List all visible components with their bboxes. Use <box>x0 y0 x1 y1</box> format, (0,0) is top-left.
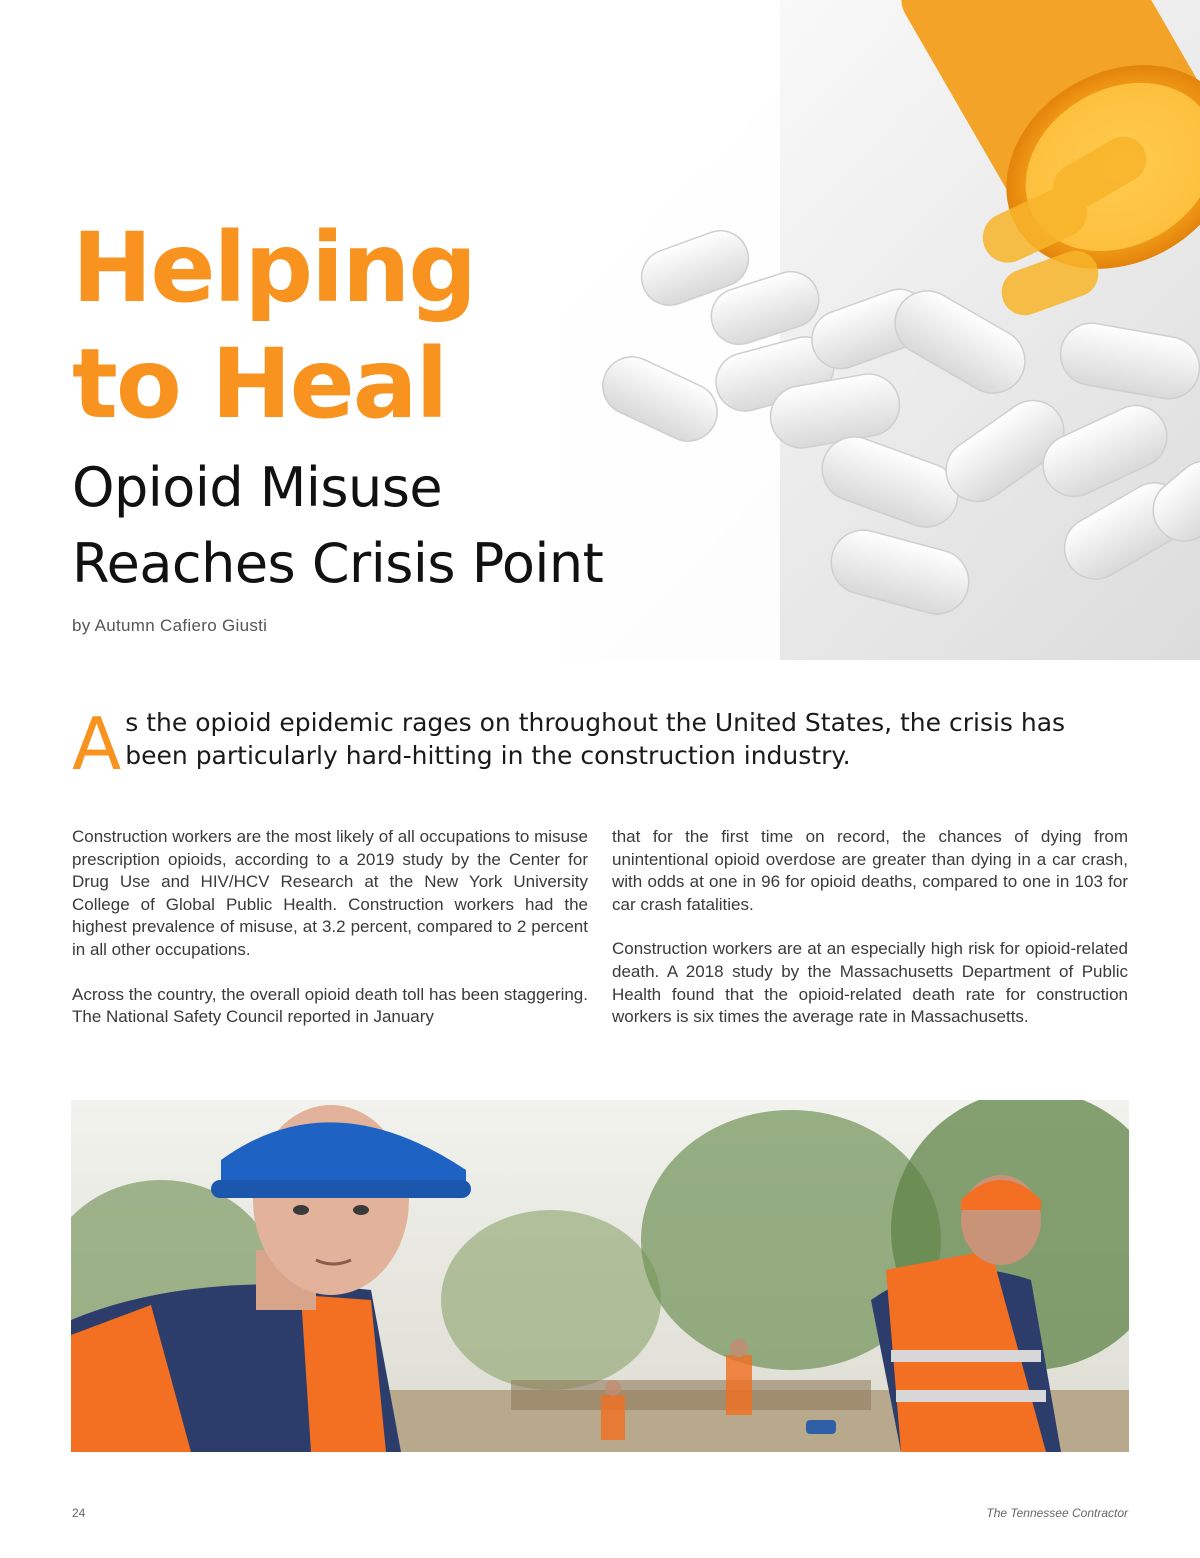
subheadline-line-1: Opioid Misuse <box>72 456 443 519</box>
lede-paragraph <box>72 702 1132 786</box>
headline-line-1: Helping <box>72 212 476 324</box>
drop-cap: A <box>72 702 122 786</box>
body-column-right <box>612 826 1128 1051</box>
body-paragraph: Construction workers are the most likely of all occupations to misuse prescription opioids, according to a 2019 study by the Center for Drug Use and HIV/HCV Research at the New York University College of Global Public Health. Construction workers had the highest prevalence of misuse, at 3.2 percent, compared to 2 percent in all other occupations. <box>72 827 588 959</box>
publication-name: The Tennessee Contractor <box>986 1506 1128 1520</box>
lede-text: s the opioid epidemic rages on throughout the United States, the crisis has been particularly hard-hitting in the construction industry. <box>125 708 1066 770</box>
headline-line-2: to Heal <box>72 328 447 440</box>
construction-workers-photo <box>71 1100 1129 1452</box>
body-paragraph: Across the country, the overall opioid death toll has been staggering. The National Safety Council reported in January <box>72 984 588 1027</box>
subheadline-line-2: Reaches Crisis Point <box>72 532 604 595</box>
body-paragraph: that for the first time on record, the chances of dying from unintentional opioid overdose are greater than dying in a car crash, with odds at one in 96 for opioid deaths, compared to one in 103 for car crash fatalities. <box>612 827 1128 914</box>
page-number: 24 <box>72 1506 86 1520</box>
pills-photo <box>560 0 1200 660</box>
body-column-left <box>72 826 588 1051</box>
subheadline <box>72 450 603 602</box>
body-paragraph: Construction workers are at an especially high risk for opioid-related death. A 2018 study by the Massachusetts Department of Public Health found that the opioid-related death rate for construction workers is six times the average rate in Massachusetts. <box>612 939 1128 1027</box>
byline: by Autumn Cafiero Giusti <box>72 616 268 635</box>
headline <box>72 210 475 442</box>
